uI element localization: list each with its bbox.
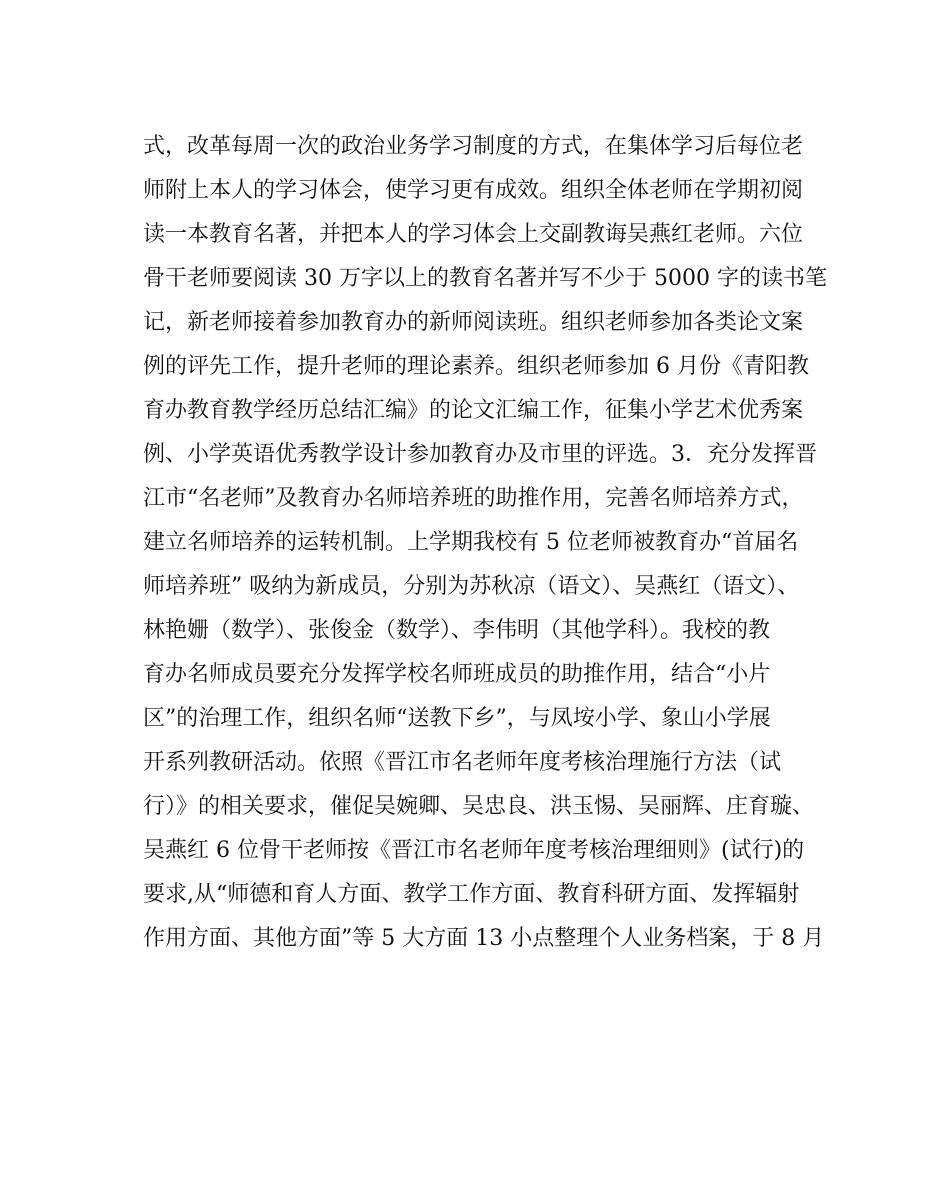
text-line: 式，改革每周一次的政治业务学习制度的方式，在集体学习后每位老 (143, 134, 804, 159)
text-line: 行）》的相关要求，催促吴婉卿、吴忠良、洪玉惕、吴丽辉、庄育璇、 (143, 794, 815, 819)
text-line: 江市“名老师”及教育办名师培养班的助推作用，完善名师培养方式， (143, 486, 804, 511)
text-line: 骨干老师要阅读 30 万字以上的教育名著并写不少于 5000 字的读书笔 (143, 266, 827, 291)
text-line: 吴燕红 6 位骨干老师按《晋江市名老师年度考核治理细则》(试行)的 (143, 838, 805, 863)
text-line: 建立名师培养的运转机制。上学期我校有 5 位老师被教育办“首届名 (143, 530, 799, 555)
text-line: 例、小学英语优秀教学设计参加教育办及市里的评选。3．充分发挥晋 (143, 442, 817, 467)
text-line: 要求,从“师德和育人方面、教学工作方面、教育科研方面、发挥辐射 (143, 882, 800, 907)
text-line: 记，新老师接着参加教育办的新师阅读班。组织老师参加各类论文案 (143, 310, 804, 335)
text-line: 区”的治理工作，组织名师“送教下乡”，与凤垵小学、象山小学展 (143, 706, 771, 731)
text-line: 师培养班” 吸纳为新成员，分别为苏秋凉（语文）、吴燕红（语文）、 (143, 574, 800, 599)
text-line: 师附上本人的学习体会，使学习更有成效。组织全体老师在学期初阅 (143, 178, 804, 203)
text-line: 作用方面、其他方面”等 5 大方面 13 小点整理个人业务档案，于 8 月 (143, 926, 825, 951)
text-line: 林艳姗（数学）、张俊金（数学）、李伟明（其他学科）。我校的教 (143, 618, 771, 643)
text-line: 读一本教育名著，并把本人的学习体会上交副教诲吴燕红老师。六位 (143, 222, 804, 247)
text-line: 育办教育教学经历总结汇编》的论文汇编工作，征集小学艺术优秀案 (143, 398, 804, 423)
body-text (143, 125, 843, 961)
text-line: 育办名师成员要充分发挥学校名师班成员的助推作用，结合“小片 (143, 662, 771, 687)
text-line: 开系列教研活动。依照《晋江市名老师年度考核治理施行方法（试 (143, 750, 782, 775)
text-line: 例的评先工作，提升老师的理论素养。组织老师参加 6 月份《青阳教 (143, 354, 809, 379)
